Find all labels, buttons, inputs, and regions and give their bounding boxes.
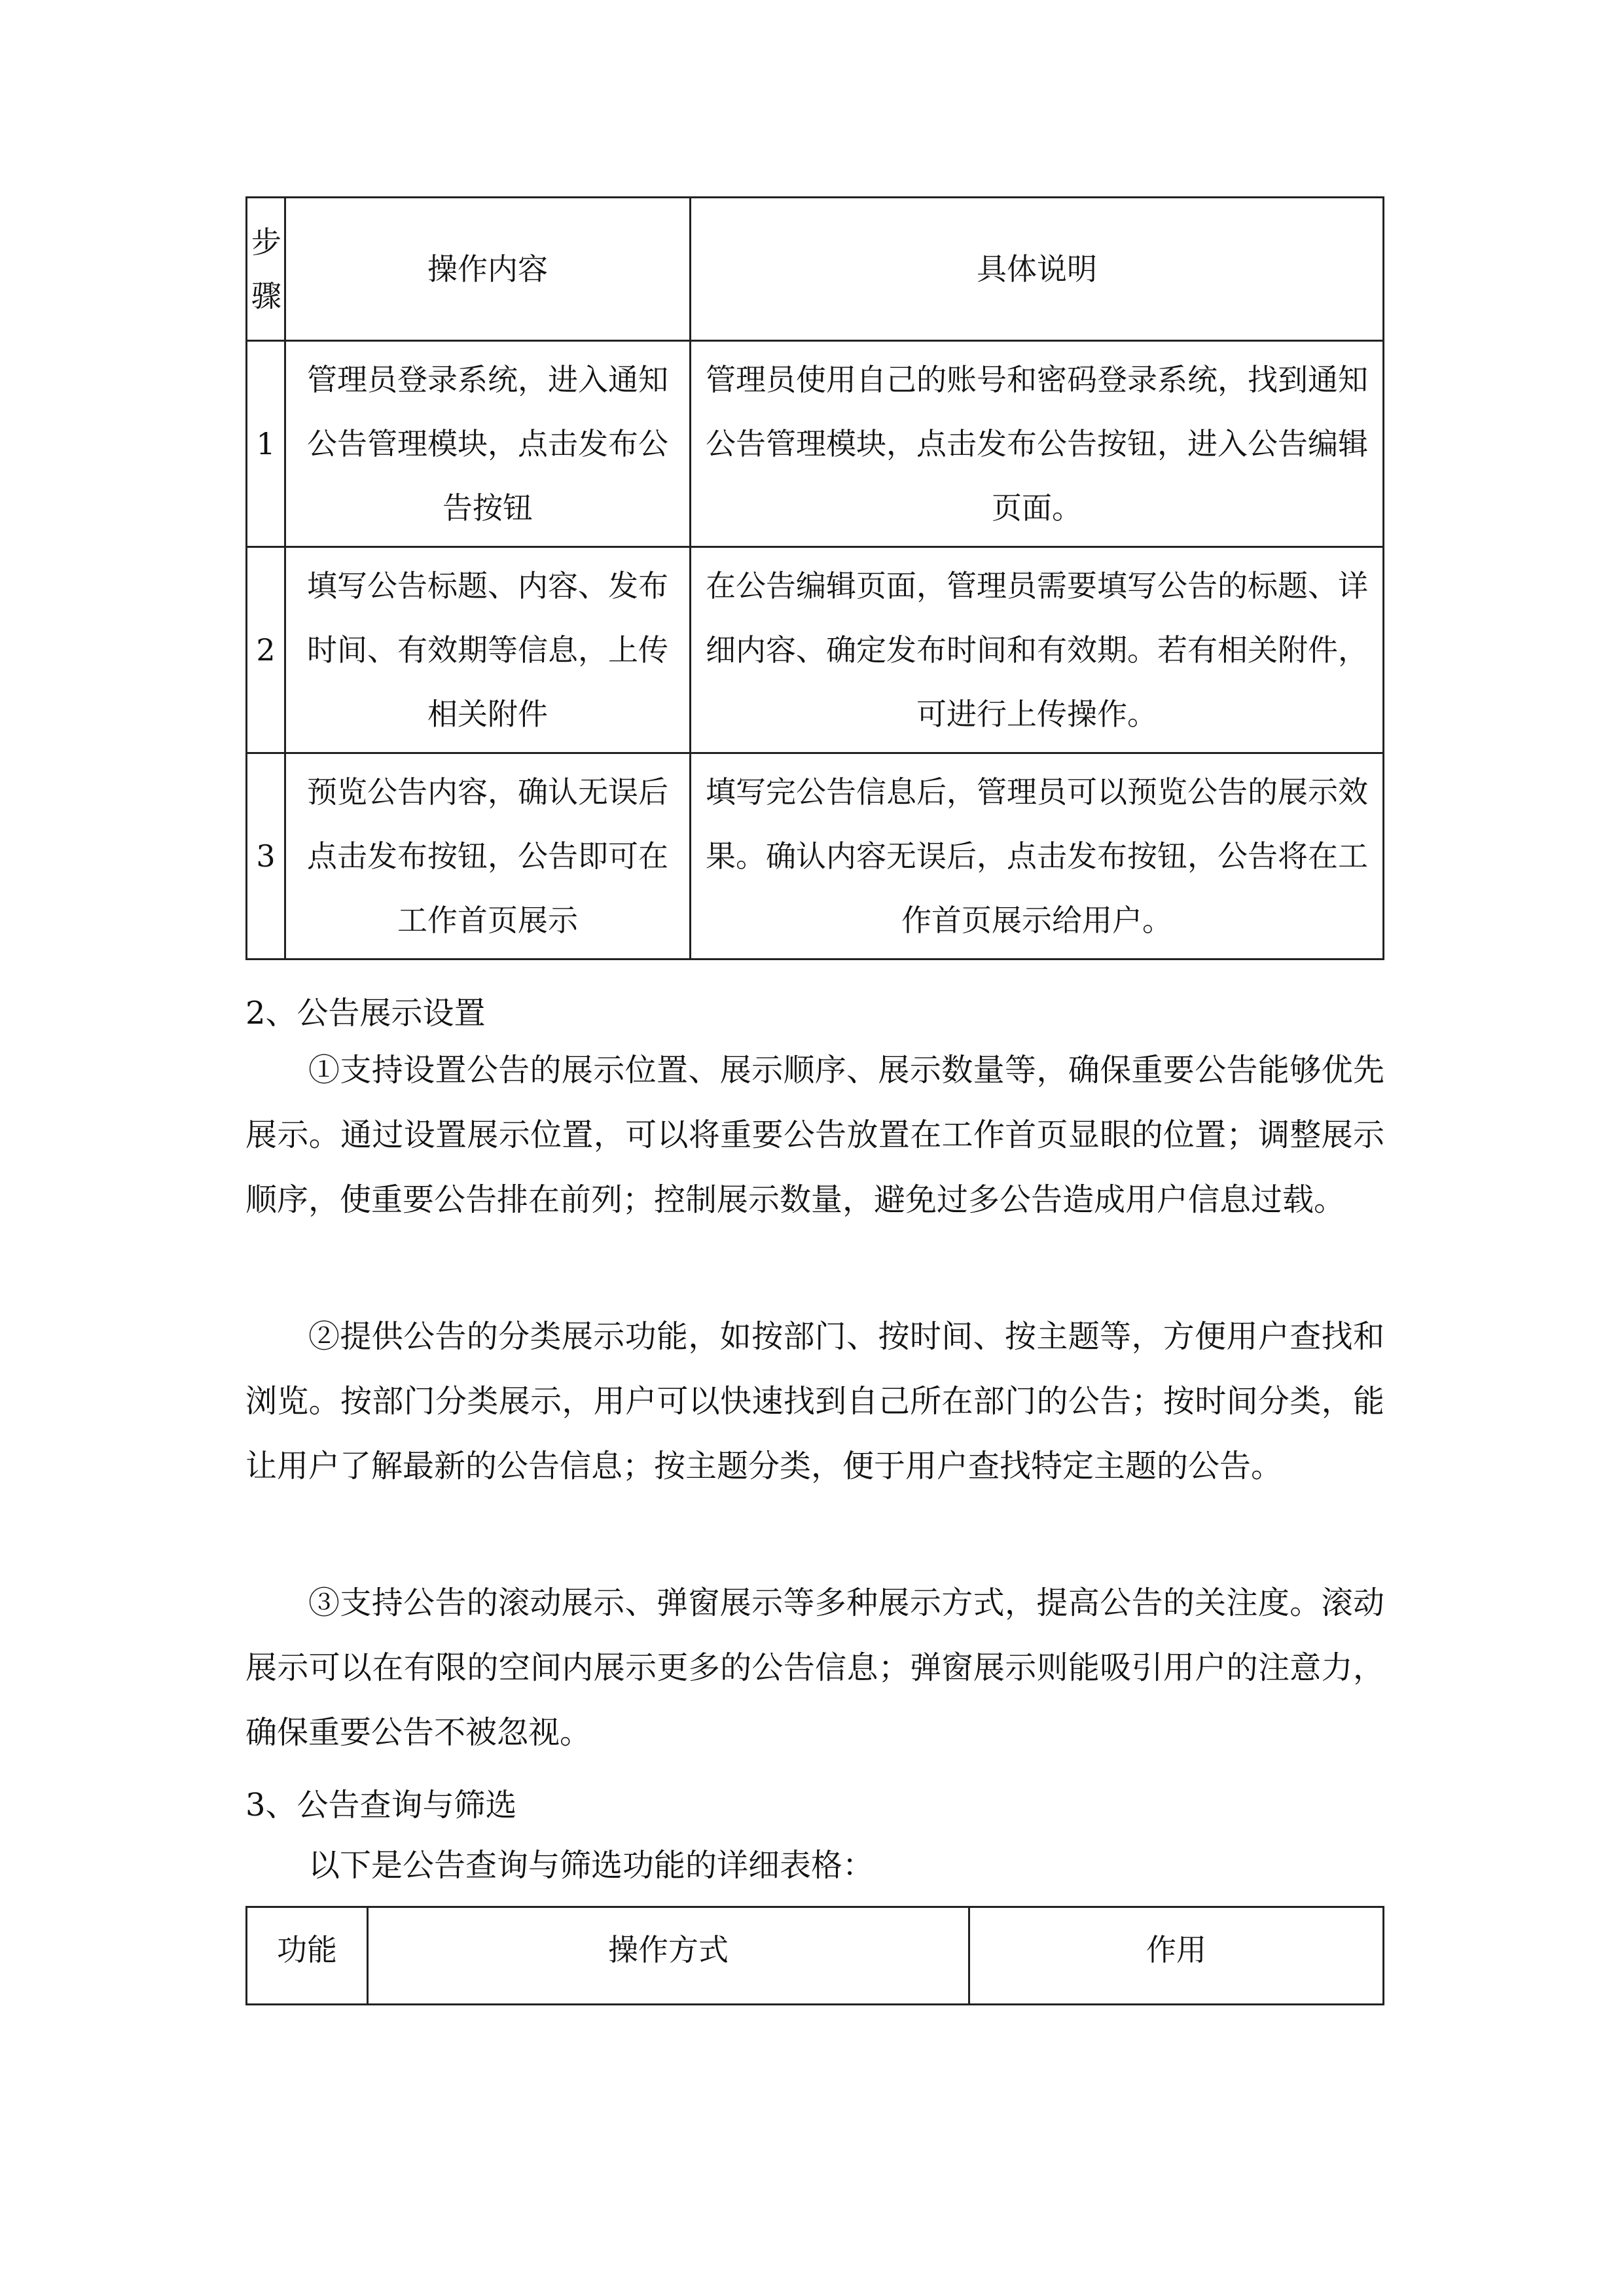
table-row <box>247 341 1384 547</box>
step-content: 填写公告标题、内容、发布时间、有效期等信息，上传相关附件 <box>285 547 691 753</box>
filter-table-header-row <box>247 1907 1384 2005</box>
table-row <box>247 753 1384 960</box>
header-method: 操作方式 <box>368 1907 969 2005</box>
step-number: 2 <box>247 547 285 753</box>
steps-table-header-row <box>247 198 1384 341</box>
header-description: 具体说明 <box>691 198 1384 341</box>
header-function: 功能 <box>247 1907 368 2005</box>
header-effect: 作用 <box>969 1907 1384 2005</box>
table-row <box>247 547 1384 753</box>
step-description: 在公告编辑页面，管理员需要填写公告的标题、详细内容、确定发布时间和有效期。若有相关附件，可进行上传操作。 <box>691 547 1384 753</box>
step-description: 填写完公告信息后，管理员可以预览公告的展示效果。确认内容无误后，点击发布按钮，公告将在工作首页展示给用户。 <box>691 753 1384 960</box>
section2-paragraph-2: ②提供公告的分类展示功能，如按部门、按时间、按主题等，方便用户查找和浏览。按部门分类展示，用户可以快速找到自己所在部门的公告；按时间分类，能让用户了解最新的公告信息；按主题分类，便于用户查找特定主题的公告。 <box>245 1318 1384 1484</box>
section2-paragraph-1: ①支持设置公告的展示位置、展示顺序、展示数量等，确保重要公告能够优先展示。通过设置展示位置，可以将重要公告放置在工作首页显眼的位置；调整展示顺序，使重要公告排在前列；控制展示数量，避免过多公告造成用户信息过载。 <box>245 1052 1384 1218</box>
header-step: 步骤 <box>247 198 285 341</box>
step-description: 管理员使用自己的账号和密码登录系统，找到通知公告管理模块，点击发布公告按钮，进入公告编辑页面。 <box>691 341 1384 547</box>
steps-table <box>245 196 1384 960</box>
step-number: 1 <box>247 341 285 547</box>
section2-paragraph-3: ③支持公告的滚动展示、弹窗展示等多种展示方式，提高公告的关注度。滚动展示可以在有限的空间内展示更多的公告信息；弹窗展示则能吸引用户的注意力，确保重要公告不被忽视。 <box>245 1585 1384 1751</box>
step-number: 3 <box>247 753 285 960</box>
step-content: 管理员登录系统，进入通知公告管理模块，点击发布公告按钮 <box>285 341 691 547</box>
header-content: 操作内容 <box>285 198 691 341</box>
section3-title: 3、公告查询与筛选 <box>245 1787 517 1823</box>
section2-title: 2、公告展示设置 <box>245 995 486 1031</box>
filter-table <box>245 1906 1384 2005</box>
step-content: 预览公告内容，确认无误后点击发布按钮，公告即可在工作首页展示 <box>285 753 691 960</box>
section3-intro: 以下是公告查询与筛选功能的详细表格： <box>308 1847 875 1884</box>
